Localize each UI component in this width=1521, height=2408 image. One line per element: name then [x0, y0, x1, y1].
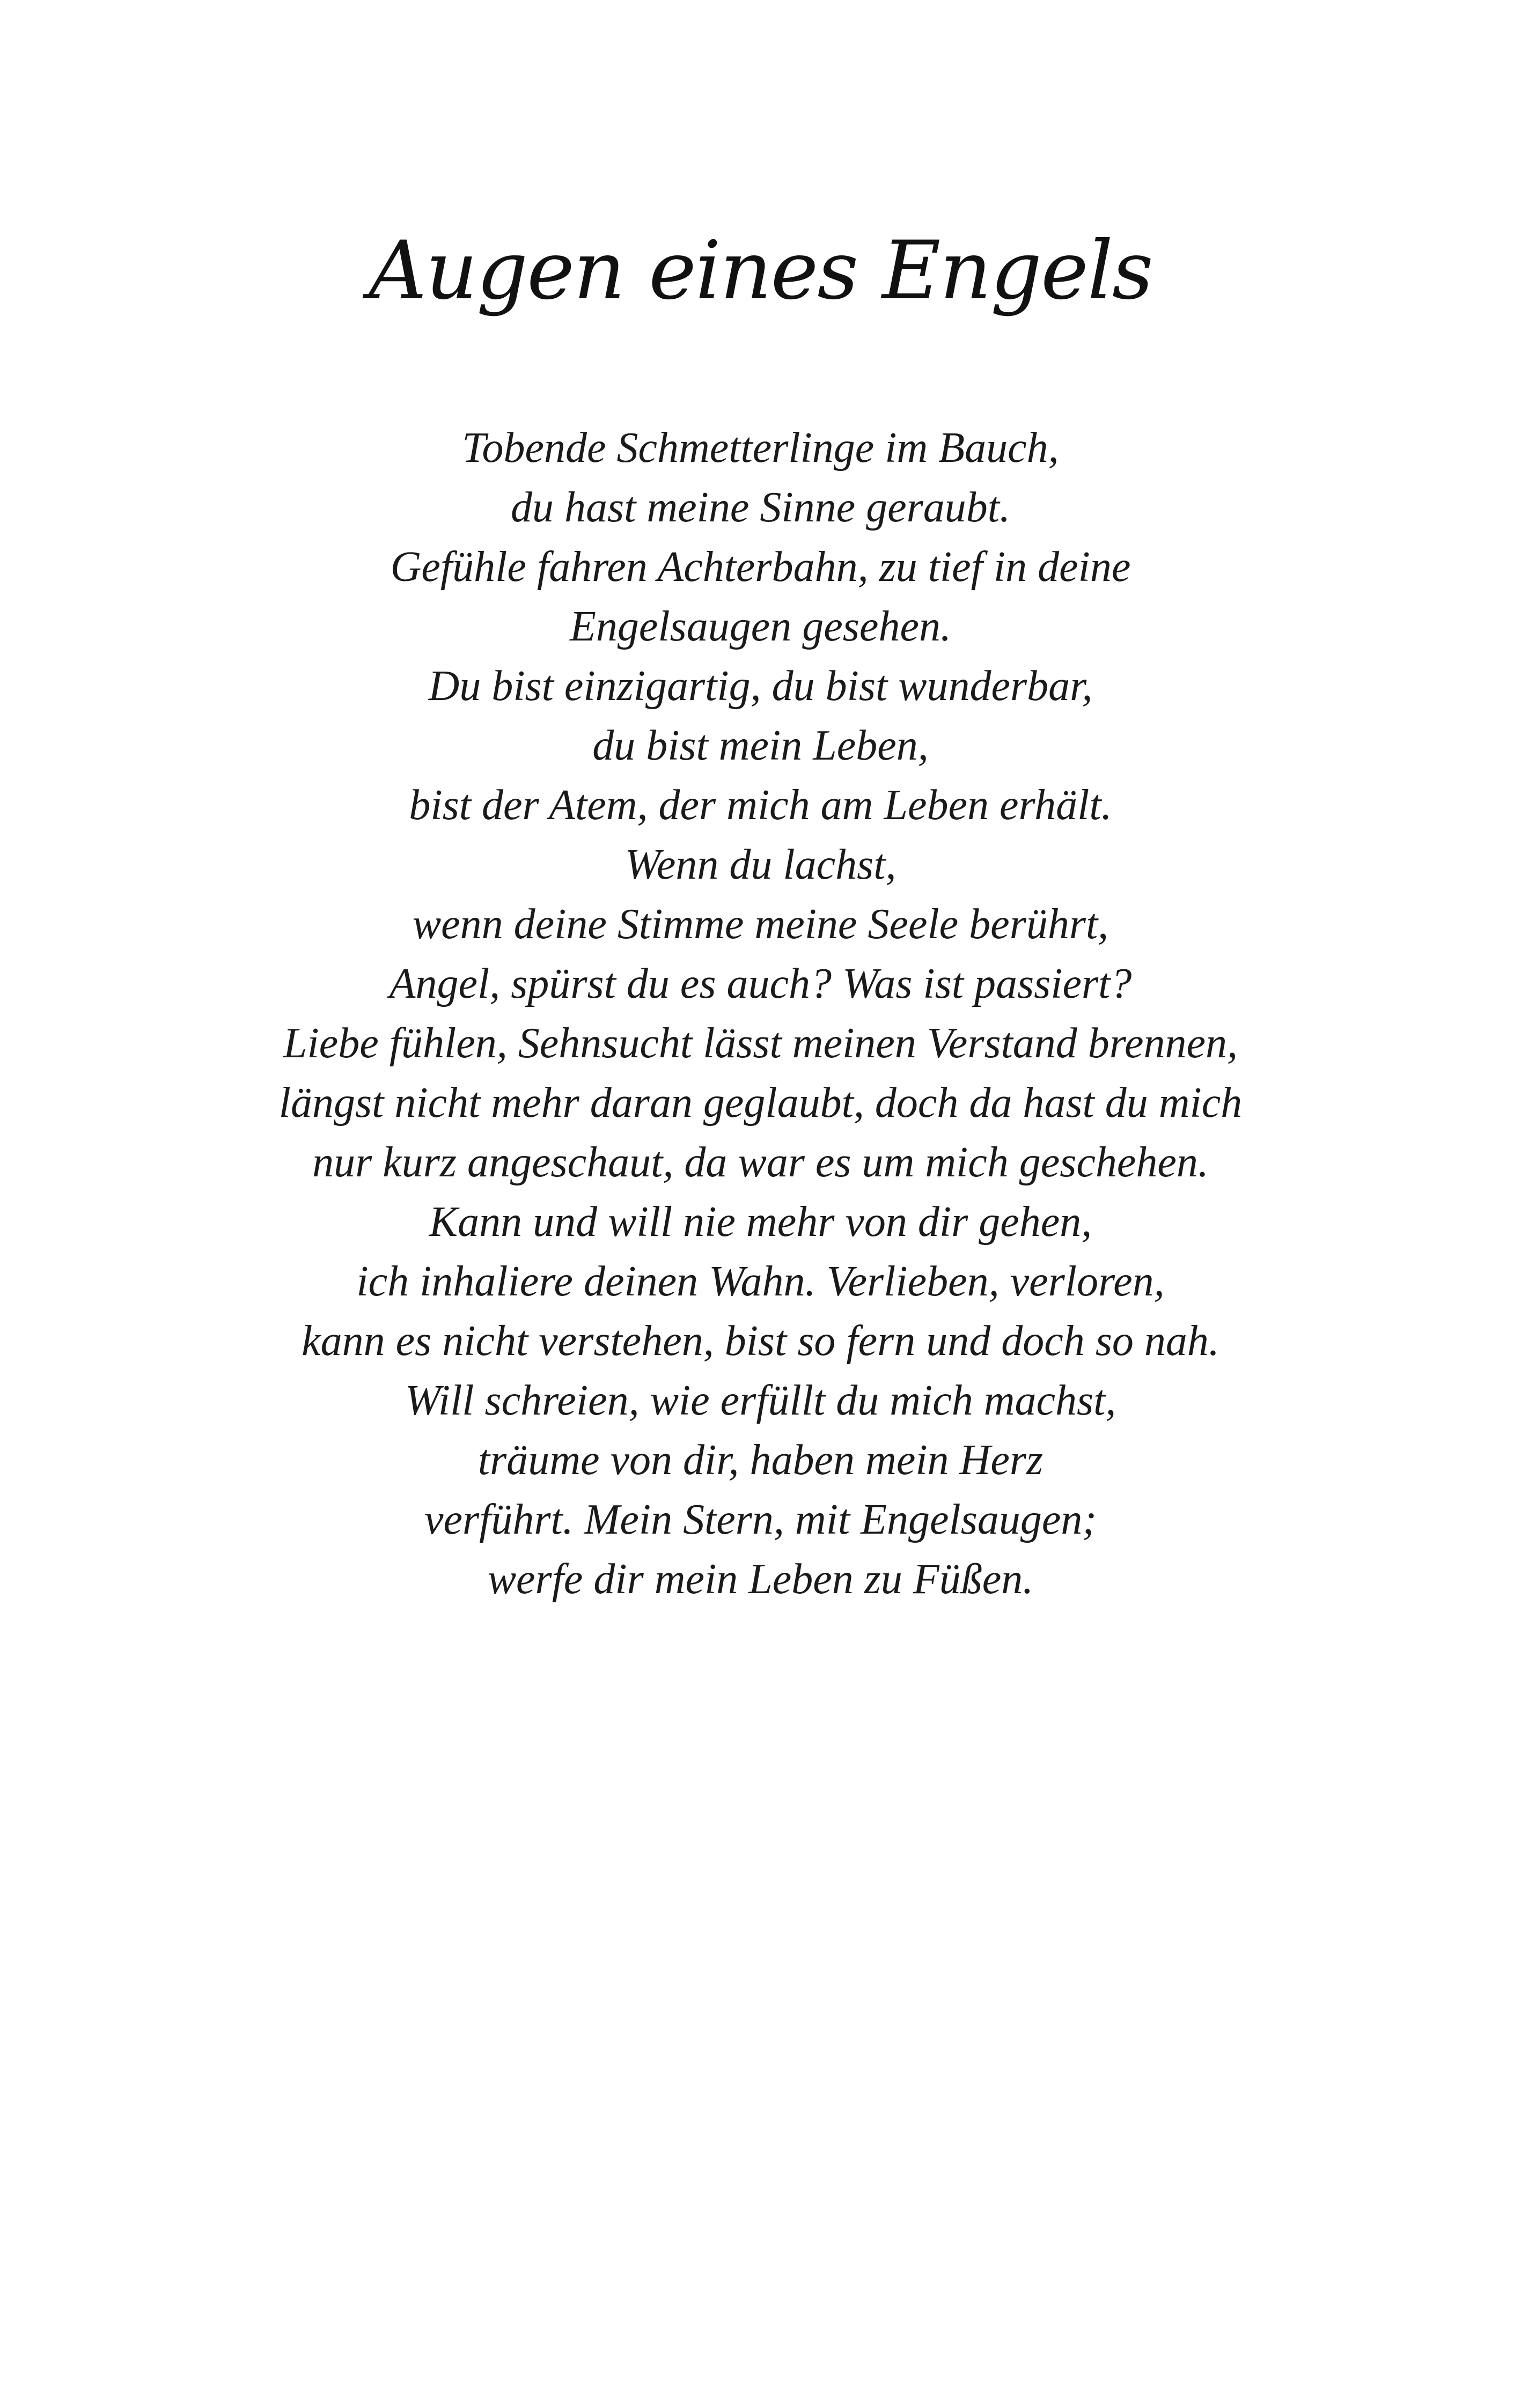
poem-line: kann es nicht verstehen, bist so fern und doch so nah.	[302, 1317, 1219, 1365]
poem-line: bist der Atem, der mich am Leben erhält.	[409, 782, 1112, 829]
poem-line: Wenn du lachst,	[624, 841, 897, 888]
poem-title: Augen eines Engels	[369, 224, 1152, 318]
poem-line: Will schreien, wie erfüllt du mich machst,	[405, 1377, 1116, 1424]
poem-line: Liebe fühlen, Sehnsucht lässt meinen Verstand brennen,	[283, 1020, 1238, 1067]
poem-line: ich inhaliere deinen Wahn. Verlieben, verloren,	[356, 1258, 1165, 1305]
poem-line: Tobende Schmetterlinge im Bauch,	[462, 424, 1059, 472]
poem-line: Du bist einzigartig, du bist wunderbar,	[428, 662, 1093, 710]
poem-line: Angel, spürst du es auch? Was ist passiert?	[389, 960, 1132, 1007]
poem-line: längst nicht mehr daran geglaubt, doch da hast du mich	[278, 1079, 1243, 1126]
poem-line: verführt. Mein Stern, mit Engelsaugen;	[424, 1496, 1097, 1543]
poem-line: nur kurz angeschaut, da war es um mich geschehen.	[312, 1139, 1209, 1186]
poem-line: träume von dir, haben mein Herz	[477, 1437, 1044, 1484]
poem-line: Gefühle fahren Achterbahn, zu tief in deine	[390, 543, 1131, 591]
poem-line: wenn deine Stimme meine Seele berührt,	[412, 901, 1109, 948]
poem-line: Engelsaugen gesehen.	[570, 603, 951, 650]
poem-line: du bist mein Leben,	[592, 722, 929, 769]
poem-line: werfe dir mein Leben zu Füßen.	[487, 1556, 1034, 1603]
poem-body	[0, 418, 1521, 1609]
poem-line: du hast meine Sinne geraubt.	[511, 484, 1010, 531]
poem-line: Kann und will nie mehr von dir gehen,	[429, 1198, 1092, 1246]
